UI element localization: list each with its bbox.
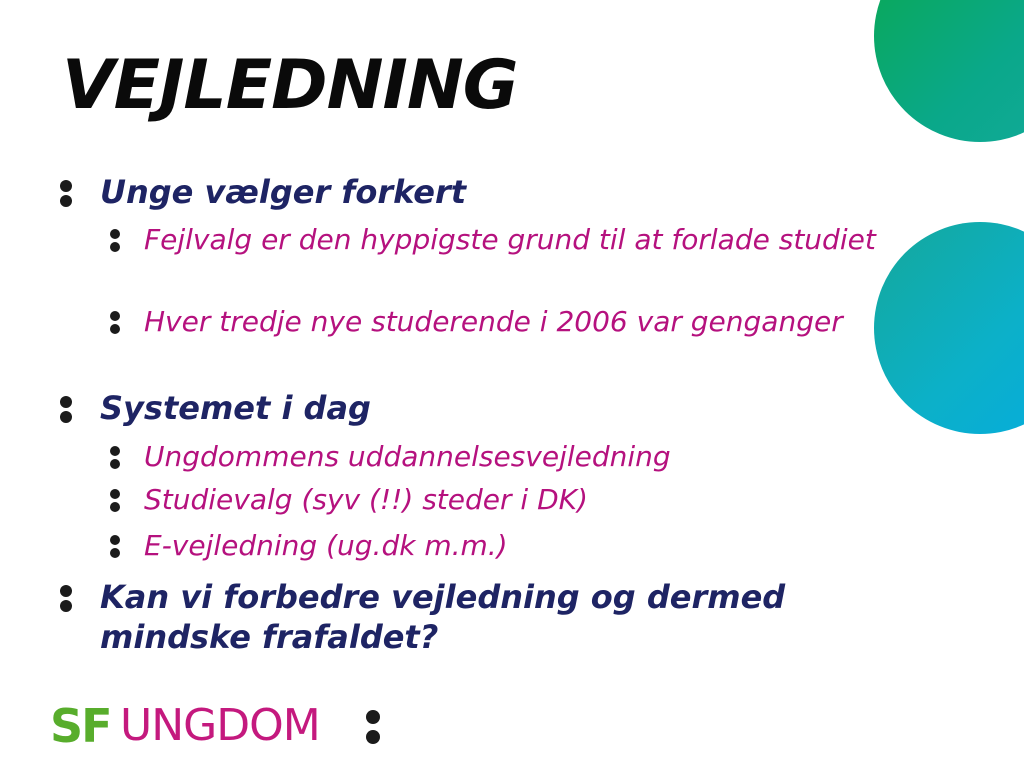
bullet-item: Systemet i dag — [100, 389, 371, 427]
logo-ungdom-text: UNGDOM — [120, 700, 320, 751]
bullet-icon — [110, 489, 122, 513]
bullet-item: Fejlvalg er den hyppigste grund til at forlade studiet — [144, 223, 876, 256]
logo-sf-text: SF — [50, 699, 111, 753]
bullet-icon — [60, 396, 74, 424]
logo-colon-icon-lower — [366, 730, 380, 744]
bullet-item: Studievalg (syv (!!) steder i DK) — [144, 483, 588, 516]
bullet-icon — [110, 446, 122, 470]
logo-colon-icon — [366, 710, 380, 724]
bullet-item: Kan vi forbedre vejledning og dermed mindske frafaldet? — [100, 578, 786, 656]
bullet-item: Hver tredje nye studerende i 2006 var genganger — [144, 305, 843, 338]
bullet-icon — [110, 229, 122, 253]
bullet-item: Unge vælger forkert — [100, 173, 467, 211]
bullet-item: E-vejledning (ug.dk m.m.) — [144, 529, 508, 562]
bullet-icon — [60, 180, 74, 208]
bullet-icon — [110, 311, 122, 335]
bullet-icon — [110, 535, 122, 559]
slide-title: VEJLEDNING — [62, 46, 518, 125]
bullet-item: Ungdommens uddannelsesvejledning — [144, 440, 671, 473]
bullet-icon — [60, 585, 74, 613]
